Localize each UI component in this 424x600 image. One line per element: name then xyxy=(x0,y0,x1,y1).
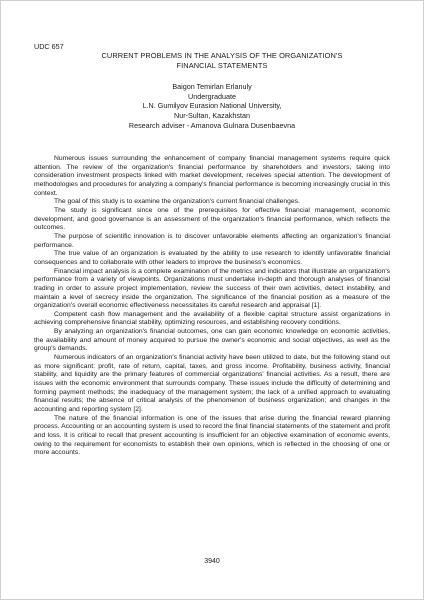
author-block xyxy=(41,82,383,131)
page-number: 3940 xyxy=(204,558,220,565)
paragraph: The purpose of scientific innovation is to discover unfavorable elements affecting an organization's financial performance. xyxy=(34,232,390,249)
author-name: Baigon Temirlan Erlanuly xyxy=(172,82,252,91)
paragraph: Financial impact analysis is a complete examination of the metrics and indicators that illustrate an organization's performance from a variety of viewpoints. Organizations must undertake in-depth and thorough analyses of financial trading in order to assure project implementation, review the success of their own activities, detect instability, and maintain a level of secrecy inside the organization. The significance of the financial position as a measure of the organization's overall economic effectiveness necessitates its careful research and appraisal [1]. xyxy=(34,267,390,310)
paragraph: Numerous issues surrounding the enhancement of company financial management systems require quick attention. The review of the organization's financial performance by shareholders and investors, taking into consideration investment prospects linked with market development, receives special attention. The development of methodologies and procedures for analyzing a company's financial performance is becoming increasingly crucial in this context. xyxy=(34,155,390,197)
paragraph: Numerous indicators of an organization's financial activity have been utilized to date, but the following stand out as more significant: profit, rate of return, capital, taxes, and gross income. Profitability, business activity, financial stability, and liquidity are the primary features of commercial organizations' financial activities. As a result, there are issues with the economic environment that surrounds company. These issues include the difficulty of determining and forming payment methods; the inadequacy of the management system; the lack of a unified approach to evaluating financial results; the absence of critical analysis of the phenomenon of business organization; and changes in the accounting and reporting system [2]. xyxy=(34,354,390,414)
udc-code: UDC 657 xyxy=(34,42,64,51)
research-adviser: Research adviser - Amanova Gulnara Dusenbaevna xyxy=(128,120,296,130)
paragraph: Competent cash flow management and the availability of a flexible capital structure assist organizations in achieving comprehensive financial stability, optimizing resources, and establishing recovery conditions. xyxy=(34,310,390,327)
body-text xyxy=(34,155,390,458)
author-status: Undergraduate xyxy=(188,91,236,101)
author-university: L.N. Gumilyov Eurasion National University, xyxy=(142,101,282,111)
paper-title xyxy=(61,51,383,70)
paragraph: By analyzing an organization's financial outcomes, one can gain economic knowledge on economic activities, the availability and amount of money acquired to pursue the owner's economic and social objectives, as well as the group's demands. xyxy=(34,328,390,353)
author-city: Nur-Sultan, Kazakhstan xyxy=(174,111,250,121)
paragraph: The nature of the financial information is one of the issues that arise during the financial reward planning process. Accounting or an accounting system is used to record the final financial statements of the statement and profit and loss. It is critical to recall that present accounting is insufficient for an objective examination of economic events, owing to the requirement for economists to establish their own opinions, which is reflected in the choosing of one or more accounts. xyxy=(34,414,390,457)
title-line: CURRENT PROBLEMS IN THE ANALYSIS OF THE ORGANIZATION'S xyxy=(101,51,343,60)
paragraph: The goal of this study is to examine the organization's current financial challenges. xyxy=(54,198,300,206)
paragraph: The true value of an organization is evaluated by the ability to use research to identify unfavorable financial consequences and to collaborate with other leaders to improve the business's economics. xyxy=(34,250,390,266)
paragraph: The study is significant since one of the prerequisites for effective financial management, economic development, and good governance is an assessment of the organization's financial performance, which reflects the outcomes. xyxy=(34,206,390,232)
title-line: FINANCIAL STATEMENTS xyxy=(176,60,268,70)
